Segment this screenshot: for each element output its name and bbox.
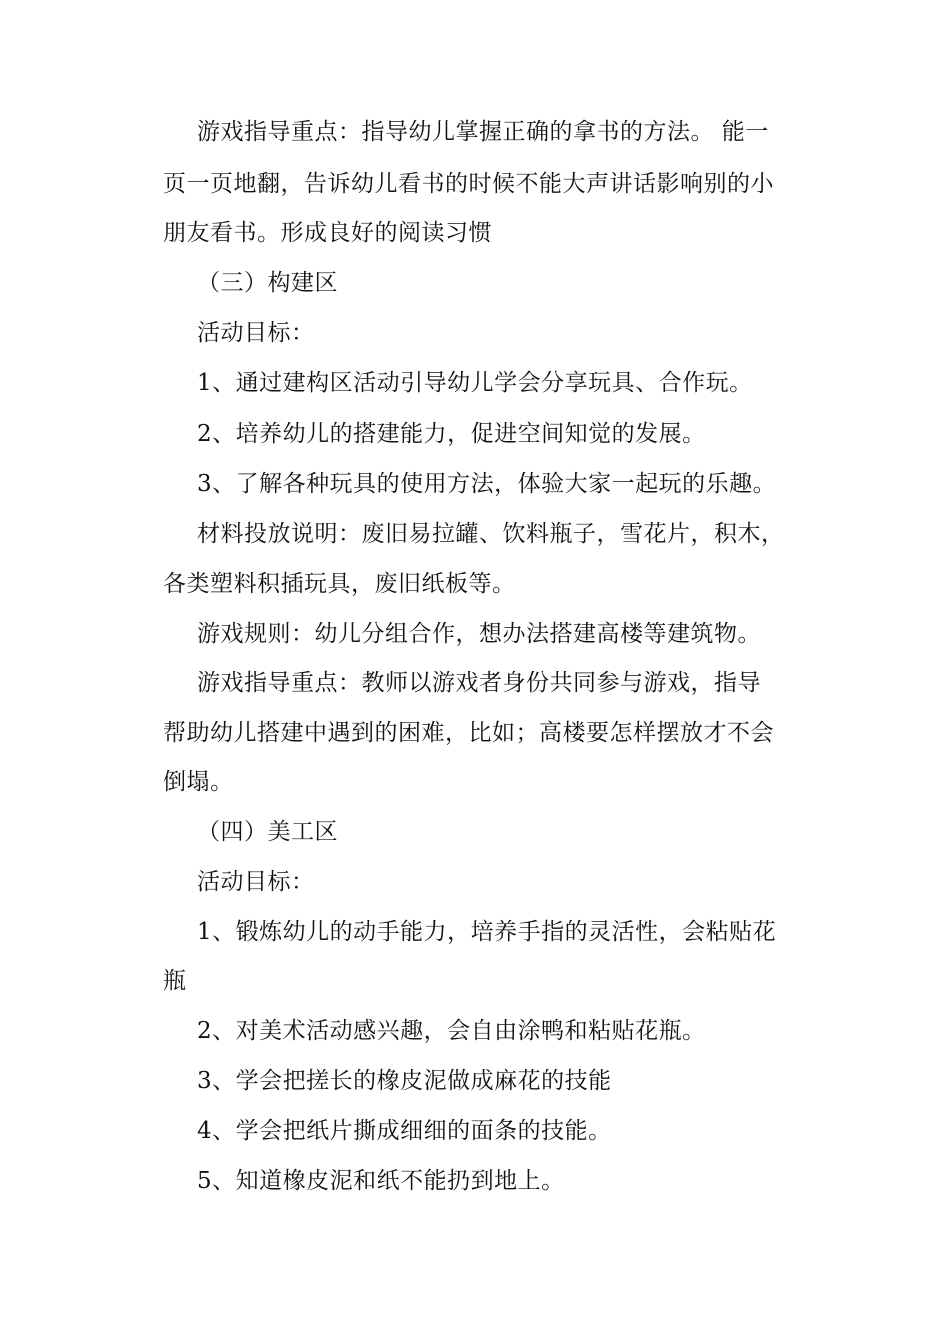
paragraph-reading-guidance-line-2: 页一页地翻，告诉幼儿看书的时候不能大声讲话影响别的小 <box>163 171 774 197</box>
construction-guidance-line-3: 倒塌。 <box>163 769 234 795</box>
art-goal-1-line-2: 瓶 <box>163 968 187 994</box>
section-heading-art: （四）美工区 <box>197 819 338 845</box>
section-heading-construction: （三）构建区 <box>197 270 338 296</box>
materials-line-1: 材料投放说明：废旧易拉罐、饮料瓶子，雪花片，积木， <box>197 521 785 547</box>
construction-goal-3: 3、了解各种玩具的使用方法，体验大家一起玩的乐趣。 <box>197 471 777 497</box>
art-goal-3: 3、学会把搓长的橡皮泥做成麻花的技能 <box>197 1068 612 1094</box>
art-goal-4: 4、学会把纸片撕成细细的面条的技能。 <box>197 1118 612 1144</box>
materials-line-2: 各类塑料积插玩具，废旧纸板等。 <box>163 571 516 597</box>
construction-goal-1: 1、通过建构区活动引导幼儿学会分享玩具、合作玩。 <box>197 370 753 396</box>
art-goal-1-line-1: 1、锻炼幼儿的动手能力，培养手指的灵活性，会粘贴花 <box>197 919 777 945</box>
paragraph-reading-guidance-line-1: 游戏指导重点：指导幼儿掌握正确的拿书的方法。 能一 <box>197 119 769 145</box>
game-rules: 游戏规则：幼儿分组合作，想办法搭建高楼等建筑物。 <box>197 621 761 647</box>
construction-guidance-line-2: 帮助幼儿搭建中遇到的困难，比如；高楼要怎样摆放才不会 <box>163 720 774 746</box>
paragraph-reading-guidance-line-3: 朋友看书。形成良好的阅读习惯 <box>163 220 492 246</box>
art-goal-2: 2、对美术活动感兴趣，会自由涂鸭和粘贴花瓶。 <box>197 1018 706 1044</box>
art-goal-5: 5、知道橡皮泥和纸不能扔到地上。 <box>197 1168 565 1194</box>
goals-label-construction: 活动目标： <box>197 320 315 346</box>
goals-label-art: 活动目标： <box>197 869 315 895</box>
construction-guidance-line-1: 游戏指导重点：教师以游戏者身份共同参与游戏，指导 <box>197 670 761 696</box>
construction-goal-2: 2、培养幼儿的搭建能力，促进空间知觉的发展。 <box>197 421 706 447</box>
